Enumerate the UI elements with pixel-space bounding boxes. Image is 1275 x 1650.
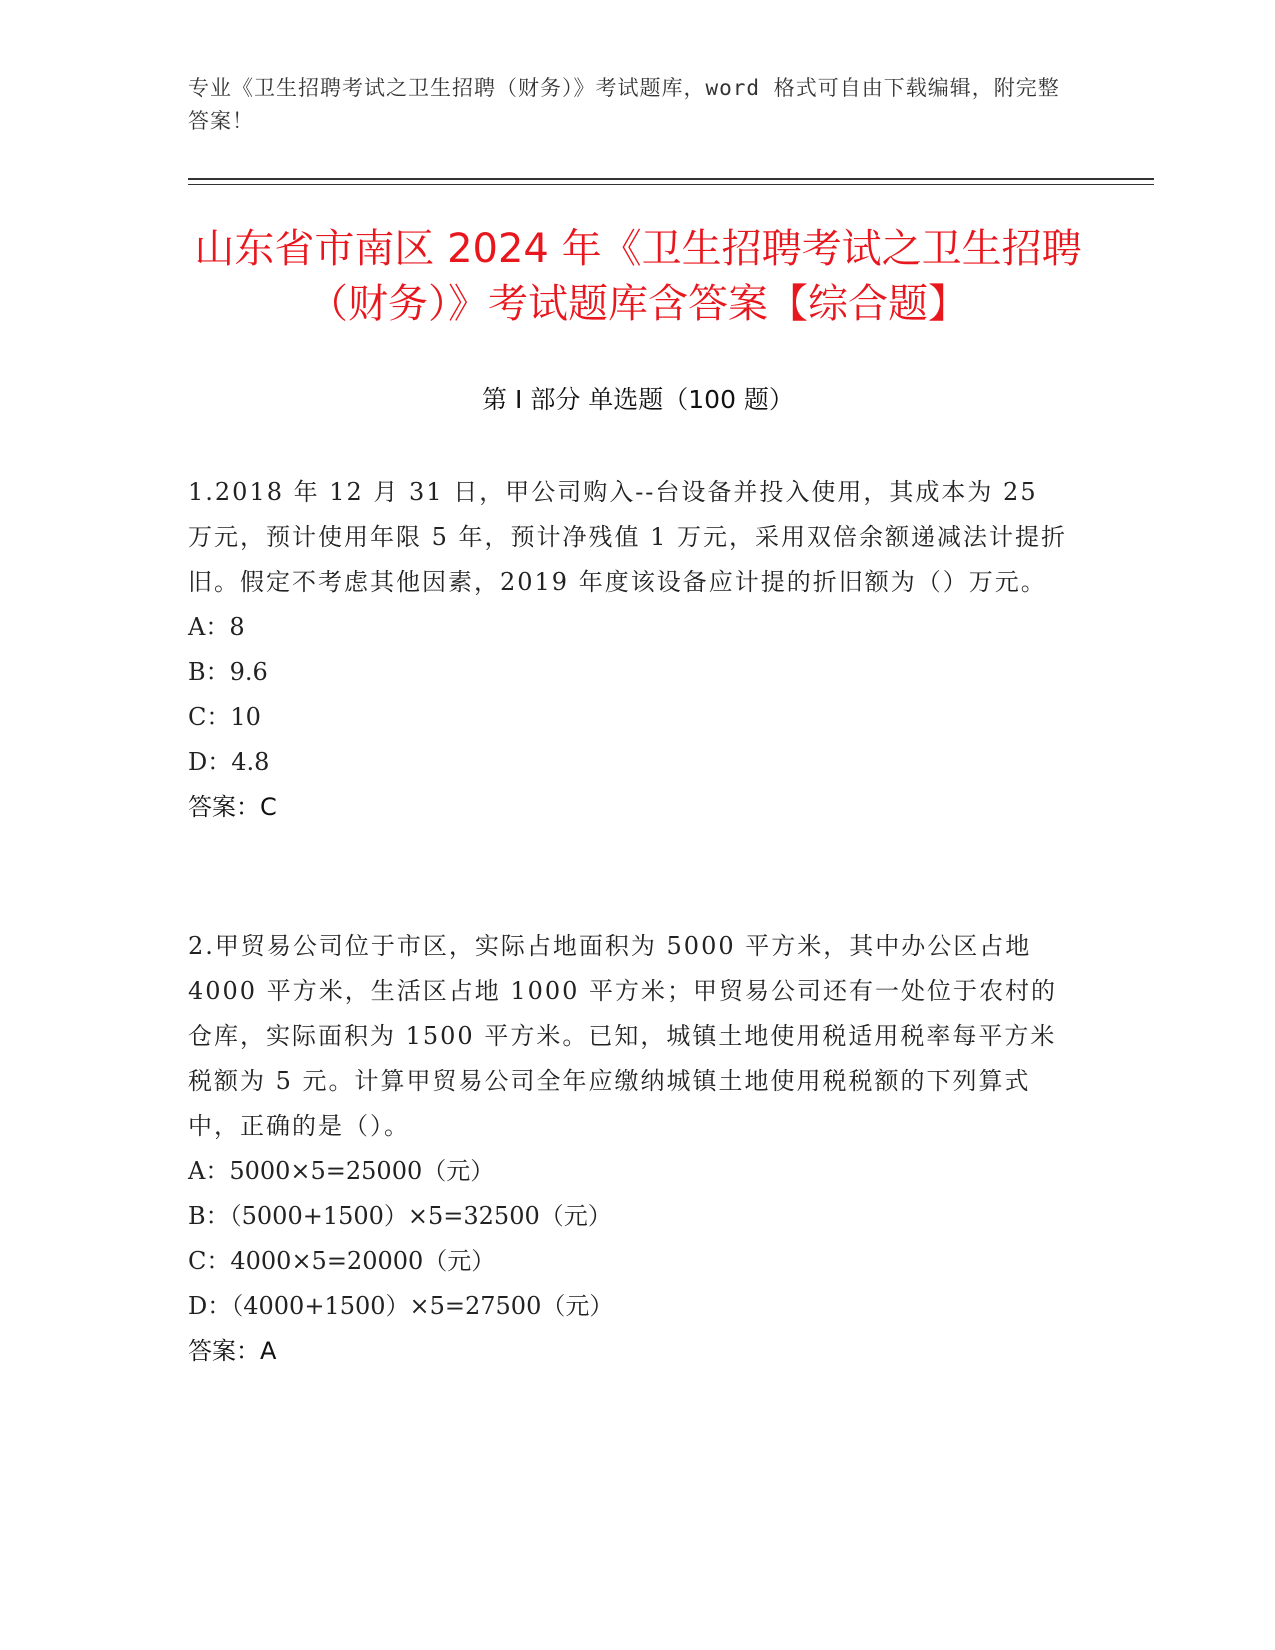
option-a: A：5000×5=25000（元） bbox=[188, 1157, 495, 1185]
option-c: C：10 bbox=[188, 703, 261, 731]
option-b: B：9.6 bbox=[188, 658, 268, 686]
header-divider-bottom bbox=[188, 184, 1154, 185]
option-b: B：（5000+1500）×5=32500（元） bbox=[188, 1202, 612, 1230]
option-d: D：（4000+1500）×5=27500（元） bbox=[188, 1292, 614, 1320]
question-1 bbox=[188, 470, 1068, 830]
question-stem: 2.甲贸易公司位于市区，实际占地面积为 5000 平方米，其中办公区占地 4000 平方米，生活区占地 1000 平方米；甲贸易公司还有一处位于农村的仓库，实际面积为 1500 平方米。已知，城镇土地使用税适用税率每平方米税额为 5 元。计算甲贸易公司全年应缴纳城镇土地使用税税额的下列算式中，正确的是（）。 bbox=[188, 932, 1058, 1140]
header-divider-top bbox=[188, 178, 1154, 180]
page-header: 专业《卫生招聘考试之卫生招聘（财务）》考试题库，word 格式可自由下载编辑，附完整答案！ bbox=[188, 76, 1060, 133]
option-c: C：4000×5=20000（元） bbox=[188, 1247, 496, 1275]
question-stem: 1.2018 年 12 月 31 日，甲公司购入--台设备并投入使用，其成本为 25 万元，预计使用年限 5 年，预计净残值 1 万元，采用双倍余额递减法计提折旧。假定不考虑其他因素，2019 年度该设备应计提的折旧额为（）万元。 bbox=[188, 478, 1068, 596]
option-d: D：4.8 bbox=[188, 748, 270, 776]
question-2 bbox=[188, 924, 1068, 1374]
document-title: 山东省市南区 2024 年《卫生招聘考试之卫生招聘（财务）》考试题库含答案【综合题】 bbox=[194, 226, 1082, 327]
answer: 答案：C bbox=[188, 793, 277, 821]
answer: 答案：A bbox=[188, 1337, 277, 1365]
option-a: A：8 bbox=[188, 613, 245, 641]
section-title: 第 I 部分 单选题（100 题） bbox=[482, 385, 794, 414]
